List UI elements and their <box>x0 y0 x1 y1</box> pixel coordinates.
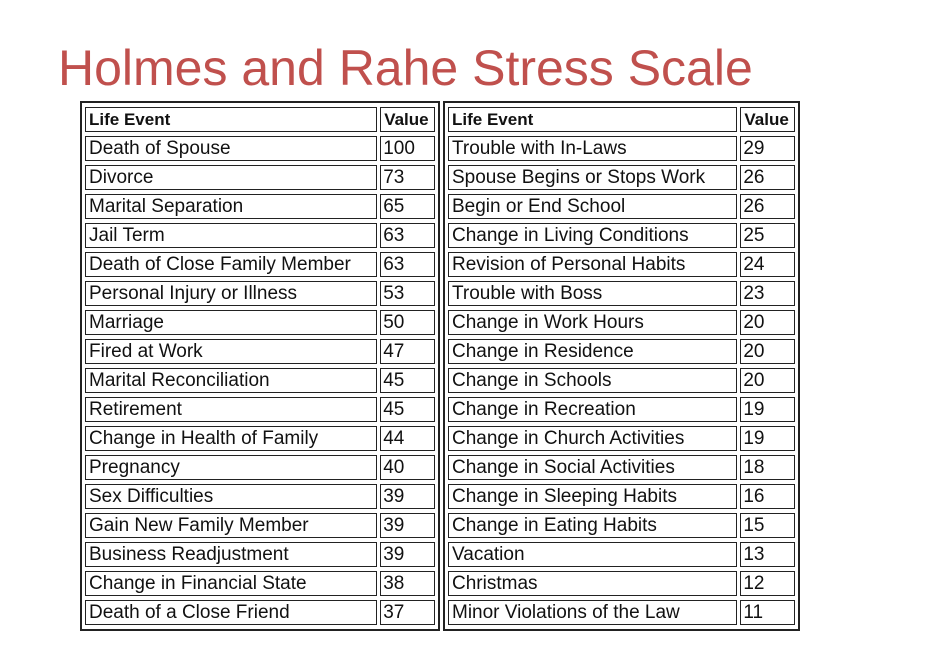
stress-table-left <box>80 101 440 631</box>
value-cell: 39 <box>380 542 435 567</box>
life-event-cell: Marital Reconciliation <box>85 368 377 393</box>
column-header-life-event: Life Event <box>448 107 737 132</box>
life-event-cell: Minor Violations of the Law <box>448 600 737 625</box>
life-event-cell: Change in Eating Habits <box>448 513 737 538</box>
value-cell: 39 <box>380 484 435 509</box>
column-header-life-event: Life Event <box>85 107 377 132</box>
value-cell: 29 <box>740 136 795 161</box>
value-cell: 100 <box>380 136 435 161</box>
table-row <box>85 339 435 364</box>
value-cell: 15 <box>740 513 795 538</box>
value-cell: 45 <box>380 368 435 393</box>
table-row <box>448 339 795 364</box>
value-cell: 23 <box>740 281 795 306</box>
value-cell: 63 <box>380 252 435 277</box>
life-event-cell: Gain New Family Member <box>85 513 377 538</box>
table-row <box>85 310 435 335</box>
value-cell: 26 <box>740 194 795 219</box>
column-header-value: Value <box>380 107 435 132</box>
life-event-cell: Business Readjustment <box>85 542 377 567</box>
table-header-row <box>85 107 435 132</box>
table-row <box>448 513 795 538</box>
value-cell: 73 <box>380 165 435 190</box>
table-row <box>85 252 435 277</box>
column-header-value: Value <box>740 107 795 132</box>
value-cell: 40 <box>380 455 435 480</box>
life-event-cell: Death of Close Family Member <box>85 252 377 277</box>
table-row <box>85 165 435 190</box>
life-event-cell: Change in Financial State <box>85 571 377 596</box>
table-row <box>85 368 435 393</box>
table-row <box>448 310 795 335</box>
value-cell: 47 <box>380 339 435 364</box>
life-event-cell: Begin or End School <box>448 194 737 219</box>
life-event-cell: Death of a Close Friend <box>85 600 377 625</box>
table-row <box>448 600 795 625</box>
table-row <box>448 455 795 480</box>
table-row <box>448 252 795 277</box>
life-event-cell: Retirement <box>85 397 377 422</box>
table-row <box>85 426 435 451</box>
table-row <box>448 397 795 422</box>
table-row <box>448 136 795 161</box>
value-cell: 13 <box>740 542 795 567</box>
table-row <box>85 136 435 161</box>
value-cell: 20 <box>740 339 795 364</box>
life-event-cell: Change in Recreation <box>448 397 737 422</box>
page-title: Holmes and Rahe Stress Scale <box>58 40 753 96</box>
table-row <box>448 571 795 596</box>
value-cell: 20 <box>740 368 795 393</box>
value-cell: 63 <box>380 223 435 248</box>
life-event-cell: Vacation <box>448 542 737 567</box>
value-cell: 50 <box>380 310 435 335</box>
life-event-cell: Death of Spouse <box>85 136 377 161</box>
table-row <box>85 397 435 422</box>
life-event-cell: Change in Residence <box>448 339 737 364</box>
life-event-cell: Change in Work Hours <box>448 310 737 335</box>
table-row <box>85 194 435 219</box>
table-row <box>85 513 435 538</box>
life-event-cell: Change in Schools <box>448 368 737 393</box>
life-event-cell: Personal Injury or Illness <box>85 281 377 306</box>
life-event-cell: Jail Term <box>85 223 377 248</box>
value-cell: 20 <box>740 310 795 335</box>
value-cell: 37 <box>380 600 435 625</box>
life-event-cell: Change in Health of Family <box>85 426 377 451</box>
value-cell: 19 <box>740 426 795 451</box>
table-row <box>85 600 435 625</box>
value-cell: 12 <box>740 571 795 596</box>
value-cell: 39 <box>380 513 435 538</box>
life-event-cell: Divorce <box>85 165 377 190</box>
life-event-cell: Marital Separation <box>85 194 377 219</box>
life-event-cell: Sex Difficulties <box>85 484 377 509</box>
value-cell: 16 <box>740 484 795 509</box>
table-row <box>448 426 795 451</box>
life-event-cell: Marriage <box>85 310 377 335</box>
table-header-row <box>448 107 795 132</box>
value-cell: 44 <box>380 426 435 451</box>
table-row <box>85 484 435 509</box>
table-row <box>85 542 435 567</box>
table-row <box>448 484 795 509</box>
life-event-cell: Change in Living Conditions <box>448 223 737 248</box>
value-cell: 45 <box>380 397 435 422</box>
life-event-cell: Pregnancy <box>85 455 377 480</box>
value-cell: 19 <box>740 397 795 422</box>
value-cell: 24 <box>740 252 795 277</box>
life-event-cell: Trouble with Boss <box>448 281 737 306</box>
value-cell: 38 <box>380 571 435 596</box>
value-cell: 53 <box>380 281 435 306</box>
value-cell: 11 <box>740 600 795 625</box>
table-row <box>85 455 435 480</box>
life-event-cell: Change in Social Activities <box>448 455 737 480</box>
life-event-cell: Trouble with In-Laws <box>448 136 737 161</box>
table-row <box>85 571 435 596</box>
value-cell: 65 <box>380 194 435 219</box>
table-row <box>448 542 795 567</box>
life-event-cell: Spouse Begins or Stops Work <box>448 165 737 190</box>
table-row <box>85 281 435 306</box>
table-row <box>85 223 435 248</box>
life-event-cell: Fired at Work <box>85 339 377 364</box>
table-row <box>448 281 795 306</box>
value-cell: 25 <box>740 223 795 248</box>
life-event-cell: Change in Sleeping Habits <box>448 484 737 509</box>
table-row <box>448 223 795 248</box>
table-row <box>448 194 795 219</box>
value-cell: 26 <box>740 165 795 190</box>
life-event-cell: Revision of Personal Habits <box>448 252 737 277</box>
table-row <box>448 165 795 190</box>
stress-table-right <box>443 101 800 631</box>
value-cell: 18 <box>740 455 795 480</box>
life-event-cell: Christmas <box>448 571 737 596</box>
life-event-cell: Change in Church Activities <box>448 426 737 451</box>
table-row <box>448 368 795 393</box>
